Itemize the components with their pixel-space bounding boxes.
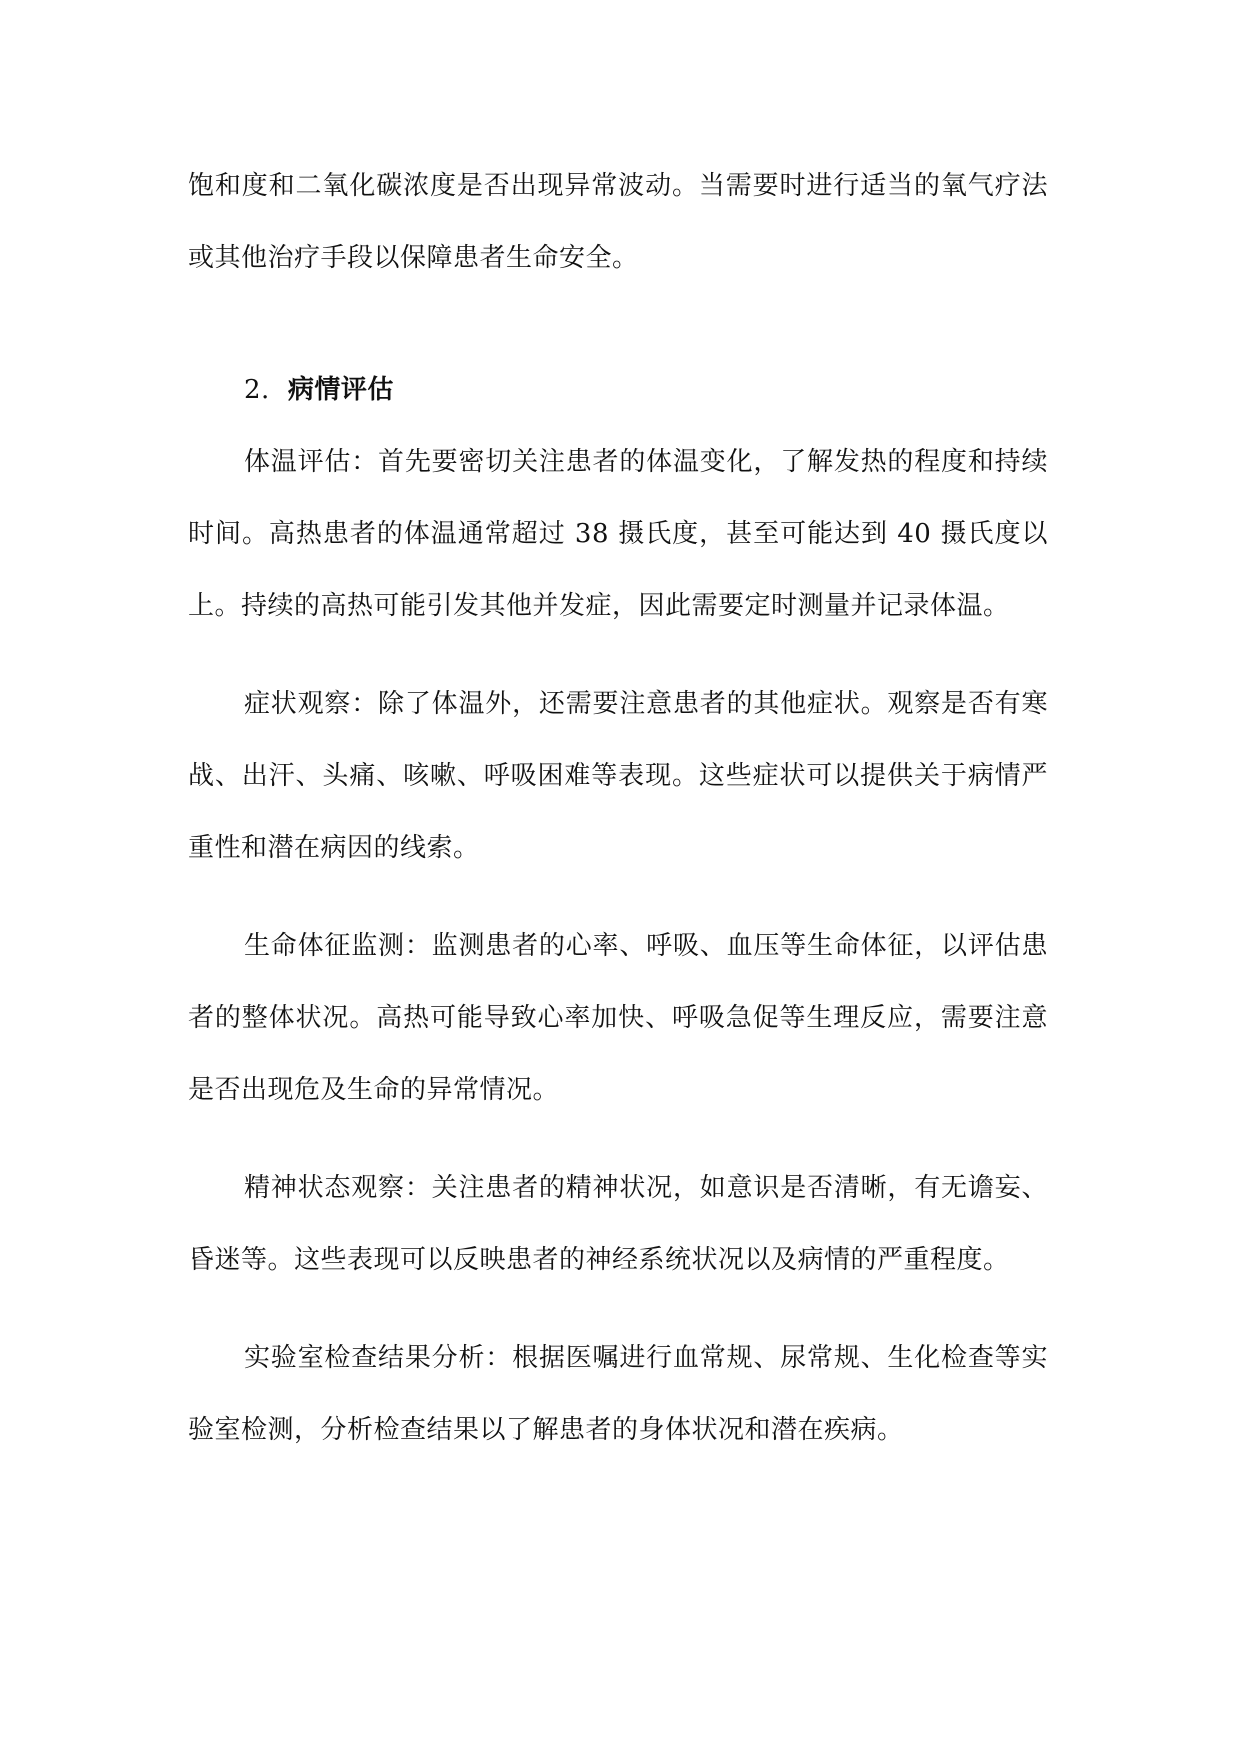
section-number: 2. — [244, 375, 270, 405]
paragraph-vital-signs-monitoring: 生命体征监测：监测患者的心率、呼吸、血压等生命体征，以评估患者的整体状况。高热可能导致心率加快、呼吸急促等生理反应，需要注意是否出现危及生命的异常情况。 — [188, 931, 1048, 1105]
section-heading — [188, 320, 1048, 426]
paragraph-temperature-assessment: 体温评估：首先要密切关注患者的体温变化，了解发热的程度和持续时间。高热患者的体温通常超过 38 摄氏度，甚至可能达到 40 摄氏度以上。持续的高热可能引发其他并发症，因此需要定时测量并记录体温。 — [188, 447, 1048, 621]
document-body — [188, 150, 1048, 1492]
paragraph-lab-results-analysis: 实验室检查结果分析：根据医嘱进行血常规、尿常规、生化检查等实验室检测，分析检查结果以了解患者的身体状况和潜在疾病。 — [188, 1343, 1048, 1445]
section-title: 病情评估 — [287, 375, 394, 405]
intro-paragraph: 饱和度和二氧化碳浓度是否出现异常波动。当需要时进行适当的氧气疗法或其他治疗手段以保障患者生命安全。 — [188, 171, 1048, 273]
paragraph-symptom-observation: 症状观察：除了体温外，还需要注意患者的其他症状。观察是否有寒战、出汗、头痛、咳嗽、呼吸困难等表现。这些症状可以提供关于病情严重性和潜在病因的线索。 — [188, 689, 1048, 863]
paragraph-mental-state-observation: 精神状态观察：关注患者的精神状况，如意识是否清晰，有无谵妄、昏迷等。这些表现可以反映患者的神经系统状况以及病情的严重程度。 — [188, 1173, 1048, 1275]
